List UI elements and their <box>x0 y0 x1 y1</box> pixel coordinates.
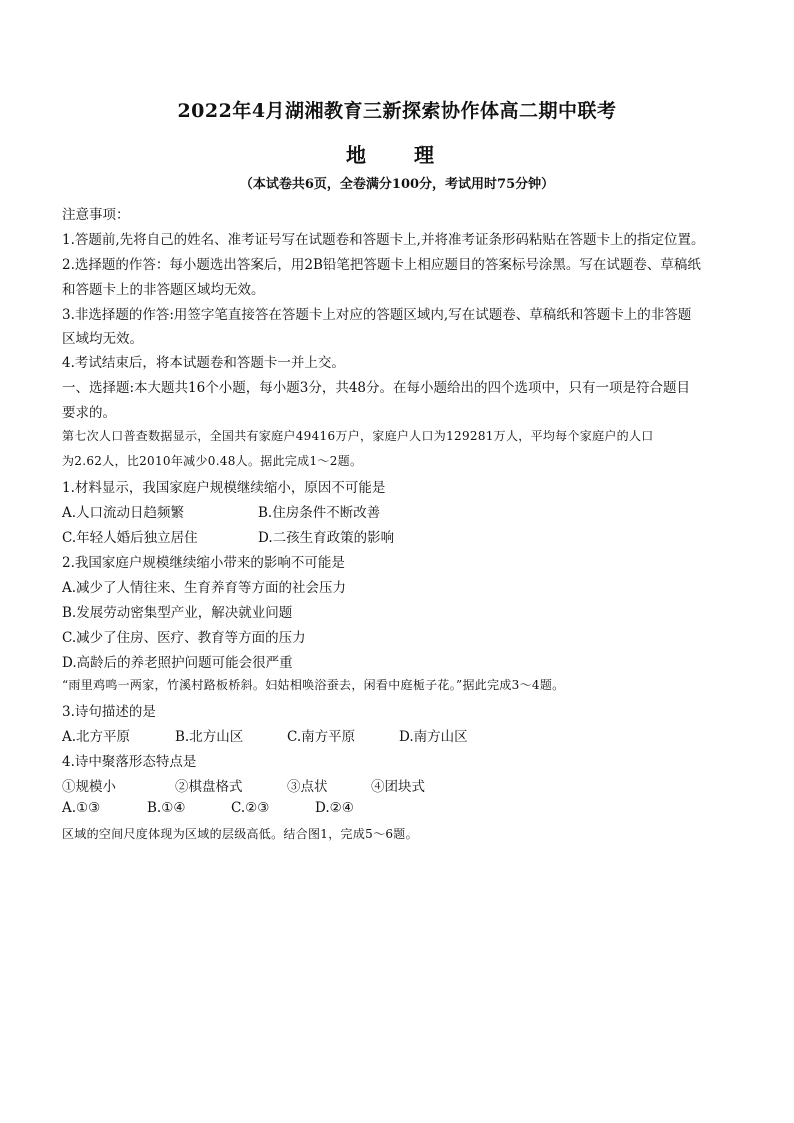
exam-meta: （本试卷共6页，全卷满分100分，考试用时75分钟） <box>239 177 555 192</box>
notice-item-3-cont: 区域均无效。 <box>62 331 143 347</box>
notice-item-3: 3.非选择题的作答:用签字笔直接答在答题卡上对应的答题区域内,写在试题卷、草稿纸和答题卡上的非答题 <box>62 307 692 323</box>
question-1-option-a: A.人口流动日趋频繁 <box>62 505 185 521</box>
material-1-line-1: 第七次人口普查数据显示，全国共有家庭户49416万户，家庭户人口为129281万人，平均每个家庭户的人口 <box>62 429 654 443</box>
question-4-item-1: ①规模小 <box>62 779 116 795</box>
question-3-option-a: A.北方平原 <box>62 729 131 745</box>
notice-heading: 注意事项： <box>62 207 130 223</box>
question-1-stem: 1.材料显示，我国家庭户规模继续缩小，原因不可能是 <box>62 480 386 496</box>
notice-item-2: 2.选择题的作答：每小题选出答案后，用2B铅笔把答题卡上相应题目的答案标号涂黑。写在试题卷、草稿纸 <box>62 257 701 273</box>
material-2-line-1: “雨里鸡鸣一两家，竹溪村路板桥斜。妇姑相唤浴蚕去，闲看中庭栀子花。”据此完成3～4题。 <box>62 678 565 692</box>
question-3-option-b: B.北方山区 <box>175 729 244 745</box>
question-2-option-b: B.发展劳动密集型产业，解决就业问题 <box>62 605 293 621</box>
question-4-item-2: ②棋盘格式 <box>175 779 243 795</box>
question-4-option-a: A.①③ <box>62 800 101 816</box>
question-4-option-d: D.②④ <box>315 800 354 816</box>
question-4-option-c: C.②③ <box>231 800 270 816</box>
question-3-option-d: D.南方山区 <box>399 729 468 745</box>
question-2-stem: 2.我国家庭户规模继续缩小带来的影响不可能是 <box>62 555 345 571</box>
question-4-item-3: ③点状 <box>287 779 328 795</box>
question-3-stem: 3.诗句描述的是 <box>62 704 156 720</box>
question-2-option-a: A.减少了人情往来、生育养育等方面的社会压力 <box>62 580 347 596</box>
material-3-line-1: 区域的空间尺度体现为区域的层级高低。结合图1，完成5～6题。 <box>62 827 418 841</box>
question-4-option-b: B.①④ <box>147 800 186 816</box>
question-4-item-4: ④团块式 <box>371 779 425 795</box>
question-2-option-d: D.高龄后的养老照护问题可能会很严重 <box>62 655 293 671</box>
notice-item-2-cont: 和答题卡上的非答题区域均无效。 <box>62 282 265 298</box>
question-2-option-c: C.减少了住房、医疗、教育等方面的压力 <box>62 630 306 646</box>
section-heading-cont: 要求的。 <box>62 405 116 421</box>
material-1-line-2: 为2.62人，比2010年减少0.48人。据此完成1～2题。 <box>62 454 363 468</box>
section-heading: 一、选择题:本大题共16个小题，每小题3分，共48分。在每小题给出的四个选项中，只有一项是符合题目 <box>62 380 690 396</box>
question-3-option-c: C.南方平原 <box>287 729 356 745</box>
question-1-option-c: C.年轻人婚后独立居住 <box>62 530 198 546</box>
question-1-option-d: D.二孩生育政策的影响 <box>258 530 395 546</box>
question-1-option-b: B.住房条件不断改善 <box>258 505 381 521</box>
page-title: 2022年4月湖湘教育三新探索协作体高二期中联考 <box>177 100 617 122</box>
notice-item-1: 1.答题前,先将自己的姓名、准考证号写在试题卷和答题卡上,并将准考证条形码粘贴在答题卡上的指定位置。 <box>62 232 705 248</box>
subject-title: 地 理 <box>346 143 448 167</box>
question-4-stem: 4.诗中聚落形态特点是 <box>62 754 197 770</box>
notice-item-4: 4.考试结束后，将本试题卷和答题卡一并上交。 <box>62 355 345 371</box>
